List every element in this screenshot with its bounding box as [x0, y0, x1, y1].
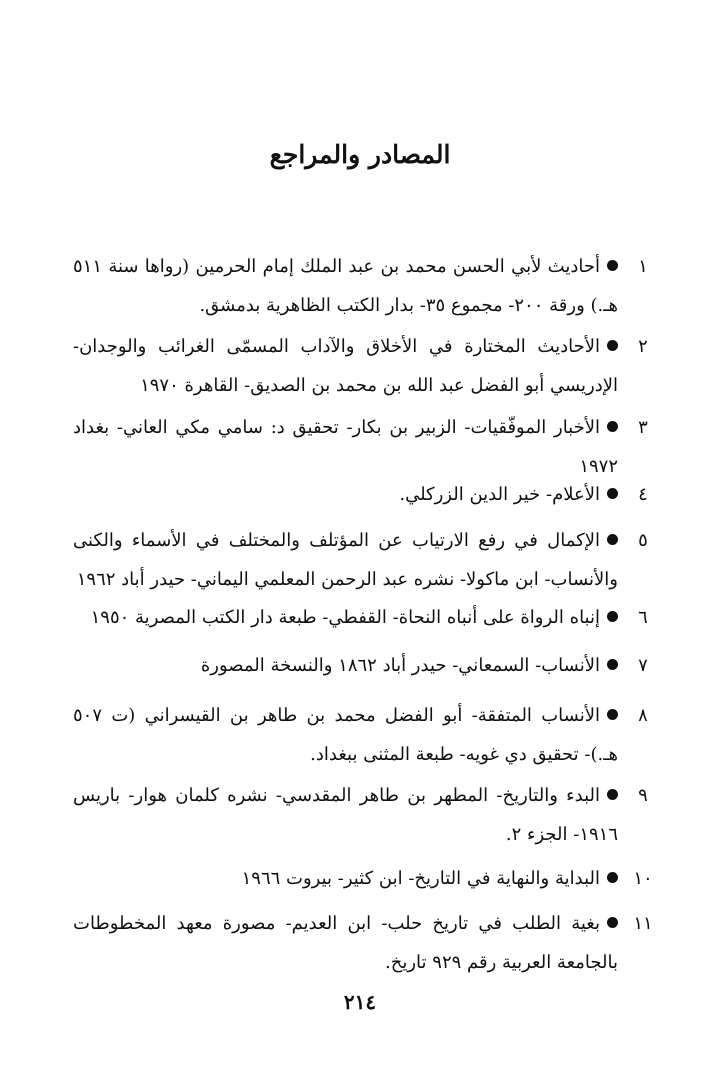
- entry-number: ١: [638, 256, 648, 277]
- entry-text: الأنساب المتفقة- أبو الفضل محمد بن طاهر بن القيسراني (ت ٥٠٧ هـ.)- تحقيق دي غويه- طبعة المثنى ببغداد.: [73, 705, 618, 765]
- entry-number: ٢: [638, 336, 648, 357]
- entry-text: الإكمال في رفع الارتياب عن المؤتلف والمختلف في الأسماء والكنى والأنساب- ابن ماكولا- نشره عبد الرحمن المعلمي اليماني- حيدر أباد ١٩٦٢: [73, 530, 618, 590]
- bullet-icon: [607, 872, 618, 883]
- bibliography-entry: [73, 859, 618, 898]
- bibliography-entry: [73, 247, 618, 325]
- bibliography-entry: [73, 646, 618, 685]
- page-title: المصادر والمراجع: [269, 140, 451, 169]
- entry-number: ٨: [638, 705, 648, 726]
- bibliography-entry: [73, 327, 618, 405]
- entry-number: ١٠: [633, 868, 653, 889]
- entry-text: أحاديث لأبي الحسن محمد بن عبد الملك إمام الحرمين (رواها سنة ٥١١ هـ.) ورقة ٢٠٠- مجموع ٣٥- بدار الكتب الظاهرية بدمشق.: [73, 256, 618, 316]
- bibliography-entry: [73, 598, 618, 637]
- bibliography-entry: [73, 776, 618, 854]
- bullet-icon: [607, 488, 618, 499]
- entry-text: الأنساب- السمعاني- حيدر أباد ١٨٦٢ والنسخة المصورة: [200, 655, 600, 676]
- entry-number: ٤: [638, 484, 648, 505]
- bullet-icon: [607, 917, 618, 928]
- bullet-icon: [607, 534, 618, 545]
- page-number: ٢١٤: [343, 990, 377, 1014]
- entry-number: ٩: [638, 785, 648, 806]
- entry-text: إنباه الرواة على أنباه النحاة- القفطي- طبعة دار الكتب المصرية ١٩٥٠: [90, 607, 600, 628]
- entry-text: الأخبار الموفّقيات- الزبير بن بكار- تحقيق د: سامي مكي العاني- بغداد ١٩٧٢: [73, 417, 618, 477]
- bullet-icon: [607, 789, 618, 800]
- entry-number: ٧: [638, 655, 648, 676]
- bibliography-entry: [73, 521, 618, 599]
- entry-text: الأعلام- خير الدين الزركلي.: [399, 484, 600, 505]
- bullet-icon: [607, 659, 618, 670]
- entry-text: البداية والنهاية في التاريخ- ابن كثير- بيروت ١٩٦٦: [241, 868, 600, 889]
- bibliography-entry: [73, 904, 618, 982]
- entry-text: البدء والتاريخ- المطهر بن طاهر المقدسي- نشره كلمان هوار- باريس ١٩١٦- الجزء ٢.: [73, 785, 618, 845]
- entry-number: ١١: [633, 913, 653, 934]
- entry-number: ٥: [638, 530, 648, 551]
- entry-number: ٣: [638, 417, 648, 438]
- bibliography-entry: [73, 696, 618, 774]
- bullet-icon: [607, 260, 618, 271]
- entry-number: ٦: [638, 607, 648, 628]
- entry-text: الأحاديث المختارة في الأخلاق والآداب المسمّى الغرائب والوجدان- الإدريسي أبو الفضل عبد الله بن محمد بن الصديق- القاهرة ١٩٧٠: [73, 336, 618, 396]
- bibliography-entry: [73, 475, 618, 514]
- bullet-icon: [607, 709, 618, 720]
- bullet-icon: [607, 611, 618, 622]
- bullet-icon: [607, 340, 618, 351]
- entry-text: بغية الطلب في تاريخ حلب- ابن العديم- مصورة معهد المخطوطات بالجامعة العربية رقم ٩٢٩ تاريخ.: [73, 913, 618, 973]
- bullet-icon: [607, 421, 618, 432]
